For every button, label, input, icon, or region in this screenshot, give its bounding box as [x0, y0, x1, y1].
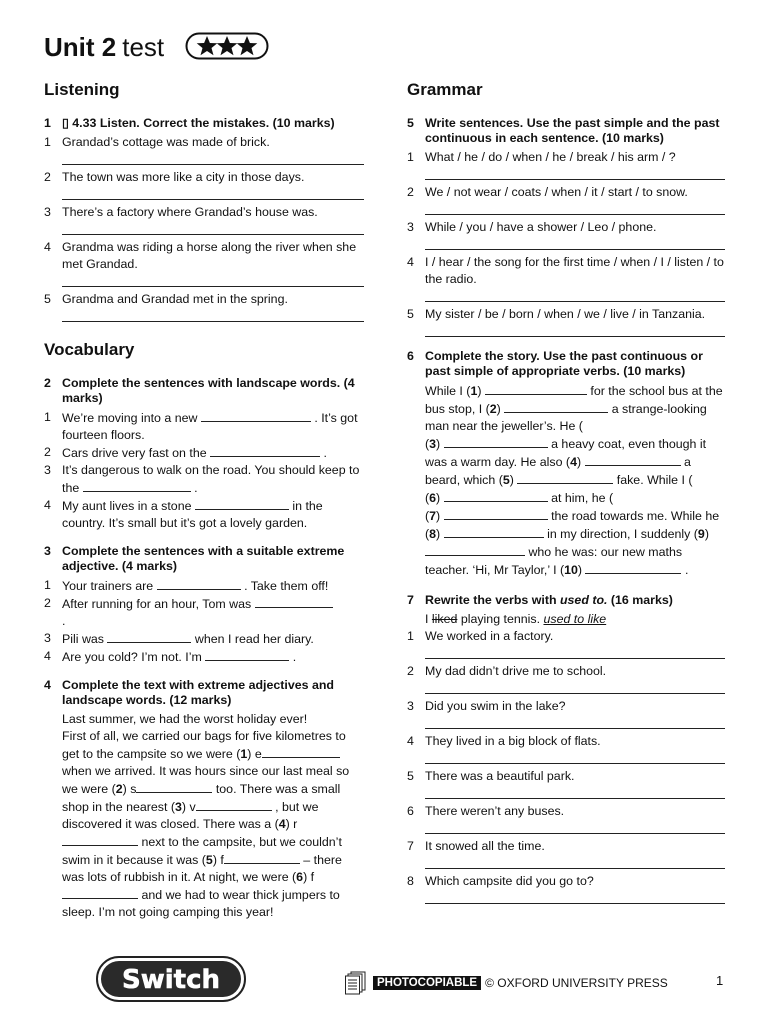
unit-label: Unit 2	[44, 32, 117, 62]
question-3: 3 Complete the sentences with a suitable extreme adjective. (4 marks)	[44, 544, 345, 573]
document-stack-icon	[345, 971, 367, 995]
answer-line[interactable]	[62, 308, 364, 322]
question-7: 7 Rewrite the verbs with used to. (16 marks)	[407, 593, 673, 607]
answer-line[interactable]	[425, 890, 725, 904]
blank[interactable]	[157, 577, 241, 590]
blank[interactable]	[444, 525, 544, 538]
answer-line[interactable]	[425, 645, 725, 659]
page-title	[44, 32, 269, 63]
answer-line[interactable]	[425, 855, 725, 869]
three-stars-icon	[185, 32, 269, 60]
answer-line[interactable]	[425, 750, 725, 764]
list-item: 6 There weren’t any buses.	[407, 804, 565, 818]
answer-line[interactable]	[425, 201, 725, 215]
q7-example: I liked playing tennis. used to like	[425, 612, 607, 626]
blank[interactable]	[485, 382, 587, 395]
answer-line[interactable]	[425, 166, 725, 180]
publisher: © OXFORD UNIVERSITY PRESS	[485, 976, 668, 990]
footer	[0, 944, 768, 1014]
blank[interactable]	[585, 453, 681, 466]
vocabulary-heading: Vocabulary	[44, 340, 135, 359]
answer-line[interactable]	[62, 221, 364, 235]
question-5: 5 Write sentences. Use the past simple and the past continuous in each sentence. (10 marks)	[407, 116, 720, 145]
q4-text: Last summer, we had the worst holiday ever! First of all, we carried our bags for five kilometres to get to the campsite so we were (1) e when we arrived. It was hours since our last meal so we were (2) s too. There was a small shop in the nearest (3) v , but we discovered it was closed. There was a (4) r next to the campsite, but we couldn’t swim in it because it was (5) f – there was lots of rubbish in it. At night, we were (6) f and we had to wear thick jumpers to sleep. I’m not going camping this year!	[62, 712, 350, 919]
test-label: test	[122, 32, 165, 62]
q6-text: While I (1) for the school bus at the bus stop, I (2) a strange-looking man near the jeweller’s. He ( (3) a heavy coat, even though it was a warm day. He also (4) a beard, which (5) fake. While I ( (6) at him, he ( (7) the road towards me. While he (8) in my direction, I suddenly (9) who he was: our new maths teacher. ‘Hi, Mr Taylor,’ I (10) .	[425, 384, 723, 577]
list-item: 2 My dad didn’t drive me to school.	[407, 664, 607, 678]
answer-line[interactable]	[425, 236, 725, 250]
list-item: 4 They lived in a big block of flats.	[407, 734, 601, 748]
svg-text:Switch: Switch	[121, 965, 221, 995]
question-1: 1 ▯ 4.33 Listen. Correct the mistakes. (10 marks)	[44, 116, 335, 130]
blank[interactable]	[444, 489, 548, 502]
list-item: 2 After running for an hour, Tom was .	[44, 595, 364, 630]
list-item: 5 There was a beautiful park.	[407, 769, 575, 783]
blank[interactable]	[62, 886, 138, 899]
list-item: 3 Pili was when I read her diary.	[44, 631, 314, 646]
blank[interactable]	[262, 745, 340, 758]
blank[interactable]	[195, 497, 289, 510]
blank[interactable]	[201, 409, 311, 422]
list-item: 2 Cars drive very fast on the .	[44, 445, 327, 460]
blank[interactable]	[107, 630, 191, 643]
blank[interactable]	[255, 595, 333, 608]
list-item: 2 We / not wear / coats / when / it / start / to snow.	[407, 185, 688, 199]
answer-line[interactable]	[62, 186, 364, 200]
list-item: 7 It snowed all the time.	[407, 839, 545, 853]
photocopiable-badge: PHOTOCOPIABLE	[373, 976, 481, 990]
list-item: 2 The town was more like a city in those days.	[44, 170, 305, 184]
list-item: 4 Are you cold? I’m not. I’m .	[44, 649, 297, 664]
list-item: 4 I / hear / the song for the first time / when / I / listen / to the radio.	[407, 255, 724, 286]
list-item: 3 Did you swim in the lake?	[407, 699, 566, 713]
blank[interactable]	[444, 435, 548, 448]
list-item: 5 My sister / be / born / when / we / live / in Tanzania.	[407, 307, 706, 321]
list-item: 5 Grandma and Grandad met in the spring.	[44, 292, 288, 306]
listening-heading: Listening	[44, 80, 120, 99]
switch-logo	[96, 956, 246, 1002]
blank[interactable]	[210, 444, 320, 457]
answer-line[interactable]	[425, 785, 725, 799]
blank[interactable]	[83, 479, 191, 492]
blank[interactable]	[196, 798, 272, 811]
right-column	[407, 80, 725, 908]
question-2: 2 Complete the sentences with landscape words. (4 marks)	[44, 376, 355, 405]
list-item: 1 Your trainers are . Take them off!	[44, 578, 329, 593]
blank[interactable]	[62, 833, 138, 846]
answer-line[interactable]	[425, 680, 725, 694]
blank[interactable]	[205, 648, 289, 661]
blank[interactable]	[224, 851, 300, 864]
left-column	[44, 80, 364, 921]
list-item: 4 Grandma was riding a horse along the river when she met Grandad.	[44, 240, 357, 271]
answer-line[interactable]	[425, 715, 725, 729]
answer-line[interactable]	[62, 151, 364, 165]
list-item: 1 We’re moving into a new . It’s got fourteen floors.	[44, 410, 358, 442]
blank[interactable]	[444, 507, 548, 520]
question-6: 6 Complete the story. Use the past continuous or past simple of appropriate verbs. (10 marks)	[407, 349, 703, 378]
list-item: 8 Which campsite did you go to?	[407, 874, 594, 888]
question-4: 4 Complete the text with extreme adjectives and landscape words. (12 marks)	[44, 678, 334, 707]
blank[interactable]	[504, 400, 608, 413]
answer-line[interactable]	[62, 273, 364, 287]
list-item: 3 It’s dangerous to walk on the road. You should keep to the .	[44, 463, 360, 495]
answer-line[interactable]	[425, 288, 725, 302]
list-item: 4 My aunt lives in a stone in the country. It’s small but it’s got a lovely garden.	[44, 498, 323, 530]
photocopiable-notice	[345, 971, 668, 995]
list-item: 1 We worked in a factory.	[407, 629, 554, 643]
blank[interactable]	[585, 561, 681, 574]
q1-items	[44, 134, 364, 322]
page-number: 1	[716, 973, 724, 988]
grammar-heading: Grammar	[407, 80, 483, 99]
blank[interactable]	[517, 471, 613, 484]
answer-line[interactable]	[425, 820, 725, 834]
list-item: 1 What / he / do / when / he / break / his arm / ?	[407, 150, 676, 164]
blank[interactable]	[425, 543, 525, 556]
blank[interactable]	[136, 780, 212, 793]
answer-line[interactable]	[425, 323, 725, 337]
list-item: 3 There’s a factory where Grandad’s house was.	[44, 205, 318, 219]
list-item: 1 Grandad’s cottage was made of brick.	[44, 135, 270, 149]
list-item: 3 While / you / have a shower / Leo / phone.	[407, 220, 657, 234]
